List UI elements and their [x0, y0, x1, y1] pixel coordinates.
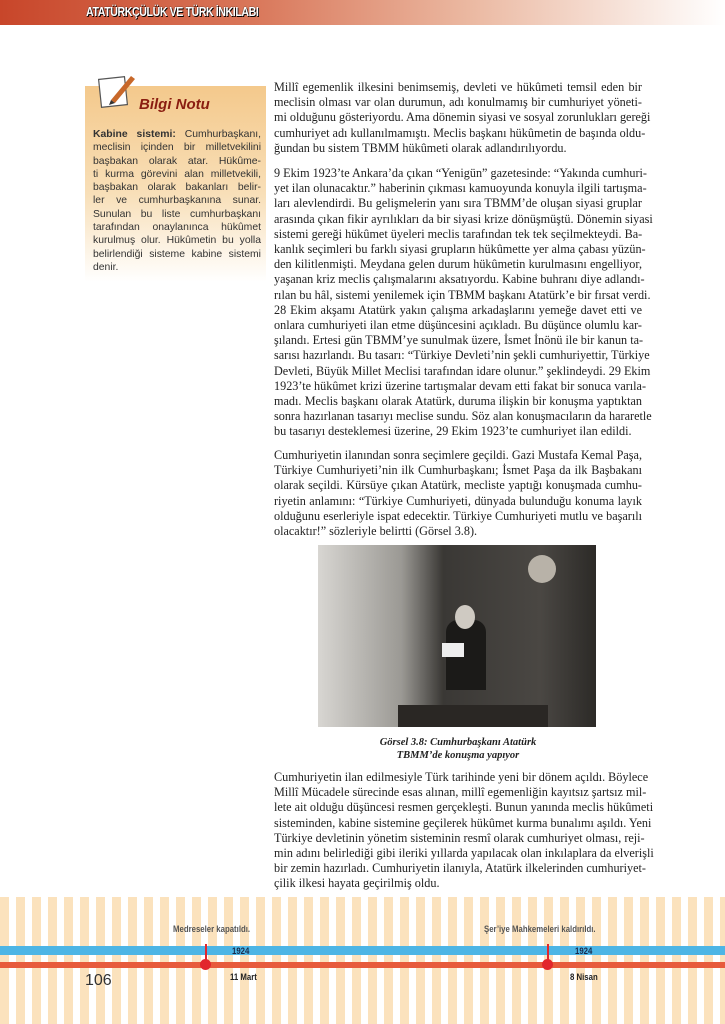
text-line: Cumhuriyetin ilan edilmesiyle Türk tarihinde yeni bir dönem açıldı. Böylece [274, 770, 649, 784]
timeline-marker [200, 959, 211, 970]
text-line: Cumhuriyetin ilanından sonra seçimlere geçildi. Gazi Mustafa Kemal Paşa, [274, 448, 642, 462]
text-line: rılan bu hâl, sistemi yenilemek için TBMM başkanı Atatürk’e bir fırsat verdi. [274, 287, 651, 302]
text-line: sistemi gereği hükûmet üyeleri meclis tarafından tek tek seçilmekteydi. Ba- [274, 226, 643, 241]
text-line: olacaktır!” sözleriyle belirtti (Görsel 3.8). [274, 524, 478, 539]
paragraph-1 [274, 80, 651, 156]
text-line: Sunulan bu liste cumhurbaşkanı [93, 208, 261, 220]
timeline-marker [542, 959, 553, 970]
text-line: Millî egemenlik ilkesini benimsemiş, devleti ve hükûmeti temsil eden bir [274, 80, 642, 94]
text-line: Türkiye devletinin yönetim sisteminin resmî olarak cumhuriyet olması, reji- [274, 830, 645, 845]
text-line: cumhuriyet adı kullanılmamıştı. Meclis başkanı hükûmetin de başında oldu- [274, 125, 646, 140]
text-line: bu tasarıyı desteklemesi üzerine, 29 Ekim 1923’te cumhuriyet ilan edildi. [274, 424, 632, 439]
ataturk-speech-photo [318, 545, 596, 727]
text-line: onlara cumhuriyeti ilan etme düşüncesini açıkladı. Bu düşünce olumlu kar- [274, 318, 642, 333]
page-number: 106 [85, 972, 112, 989]
text-line: yet ilan olunacaktır.” haberinin çıkması kamuoyunda konuyla ilgili tartışma- [274, 181, 647, 196]
timeline-date: 8 Nisan [570, 972, 598, 983]
caption-line: Görsel 3.8: Cumhurbaşkanı Atatürk [379, 737, 537, 748]
text-line: çilik ilkesi hayata geçirilmiş oldu. [274, 876, 440, 891]
info-note-title: Bilgi Notu [139, 96, 210, 113]
text-line: olarak seçildi. Kürsüye çıkan Atatürk, mecliste yaptığı konuşmada cumhu- [274, 478, 642, 493]
text-line: tarafından onaylanınca hükûmet [93, 222, 261, 234]
text-line: Türkiye Cumhuriyeti’nin ilk Cumhurbaşkanı; İsmet Paşa da ilk Başbakanı [274, 463, 642, 478]
text-line: sonra hazırlanan tasarıyı meclise sundu. Söz alan konuşmacıların da hararetle [274, 409, 652, 424]
text-line: bir zemin hazırladı. Cumhuriyetin ilanıyla, Atatürk ilkelerinden cumhuriyet- [274, 861, 646, 876]
text-line: madı. Meclis başkanı olarak Atatürk, duruma ilişkin bir konuşma yaptıktan [274, 394, 642, 409]
text-line: yaşanan kriz meclis çalışmalarını aksatıyordu. Kabine buhranı diye adlandı- [274, 272, 645, 287]
text-line: ları alevlendirdi. Bu gelişmelerin yanı sıra TBMM’de oluşan siyasi gruplar [274, 196, 642, 211]
text-line [93, 128, 261, 141]
text-line: sisteminden, kabine sistemine geçilerek hükûmet kurma bunalımı aşıldı. Yeni [274, 815, 652, 830]
timeline-year: 1924 [575, 946, 593, 957]
paragraph-3 [274, 448, 642, 539]
text-line: lete ait olduğu düşüncesi resmen gerçekleşti. Bunun yanında meclis hükûmeti [274, 800, 654, 815]
text-line: ti kurma görevini alan milletvekili, [93, 168, 261, 180]
chapter-title: ATATÜRKÇÜLÜK VE TÜRK İNKILABI [86, 5, 259, 19]
paragraph-4 [274, 770, 654, 892]
chapter-header [0, 0, 725, 25]
notepad-pen-icon [97, 72, 139, 110]
text-line: olduğunu eserleriyle ispat edecektir. Türkiye Cumhuriyeti mutlu ve başarılı [274, 508, 642, 523]
text-line: den kilitlenmişti. Meydana gelen durum hükûmetin kurulmasını engelliyor, [274, 257, 642, 272]
info-note-box [85, 86, 266, 282]
text-line: sarısı hazırlandı. Bu tasarı: “Türkiye Devleti’nin şekli cumhuriyettir, Türkiye [274, 348, 650, 363]
timeline-date: 11 Mart [230, 972, 257, 983]
info-note-text [93, 128, 261, 274]
text-line: meclisin içinden bir milletvekilini [93, 142, 261, 154]
text-line: ğundan bu sistem TBMM hükûmeti olarak adlandırılıyordu. [274, 140, 567, 155]
text-line: kanlık seçimleri bu farklı siyasi grupların hükûmette yer alma çabası yüzün- [274, 242, 646, 257]
timeline-event-label: Şer’iye Mahkemeleri kaldırıldı. [484, 924, 596, 935]
text-line: mi olduğunu gösteriyordu. Ama dönemin siyasi ve sosyal zorunlukları gereği [274, 110, 651, 125]
text-line: denir. [93, 261, 119, 273]
note-term: Kabine sistemi: [93, 129, 176, 140]
caption-line: TBMM’de konuşma yapıyor [396, 750, 520, 761]
text-line: Devleti, Büyük Millet Meclisi tarafından idare olunur.” şeklindeydi. 29 Ekim [274, 363, 651, 378]
timeline-event-label: Medreseler kapatıldı. [173, 924, 251, 935]
timeline-date-bar [0, 962, 725, 968]
text-line: meclisin olması var olan durumun, adı konulmamış bir cumhuriyet yöneti- [274, 95, 642, 110]
text-line: belirlendiği sisteme kabine sistemi [93, 248, 261, 260]
figure-caption [274, 736, 642, 762]
timeline-year-bar [0, 946, 725, 955]
text-line: min adını belirlediği gibi ileriki yıllarda yapılacak olan inkılaplara da elverişli [274, 846, 654, 861]
text-line: Millî Mücadele sürecinde esas alınan, millî egemenliğin kayıtsız şartsız mil- [274, 785, 647, 800]
text-line: 28 Ekim akşamı Atatürk yakın çalışma arkadaşlarını yemeğe davet etti ve [274, 302, 642, 317]
paragraph-2 [274, 166, 653, 440]
text-line: başbakan olarak bakanları belir- [93, 182, 261, 194]
text-line: başbakan olarak atar. Hükûme- [93, 155, 261, 167]
text-line: ler ve cumhurbaşkanına sunar. [93, 195, 261, 207]
text-line: riyetin anlamını: “Türkiye Cumhuriyeti, dünyada bulunduğu konuma layık [274, 493, 642, 508]
text-line: kurulmuş olur. Hükûmetin bu yolla [93, 235, 261, 247]
text-line: arasında çıkan fikir ayrılıkları da bir siyasi krize dönüşmüştü. Dönemin siyasi [274, 211, 653, 226]
text-span: Cumhurbaşkanı, [175, 129, 261, 140]
text-line: 9 Ekim 1923’te Ankara’da çıkan “Yenigün” gazetesinde: “Yakında cumhuri- [274, 166, 647, 180]
timeline-year: 1924 [232, 946, 250, 957]
timeline-background [0, 897, 725, 1024]
text-line: şılandı. Ertesi gün TBMM’ye sunulmak üzere, İsmet İnönü ile bir kanun ta- [274, 333, 644, 348]
text-line: 1923’te hükûmet krizi üzerine tartışmalar devam etti fakat bir sonuca varıla- [274, 378, 647, 393]
